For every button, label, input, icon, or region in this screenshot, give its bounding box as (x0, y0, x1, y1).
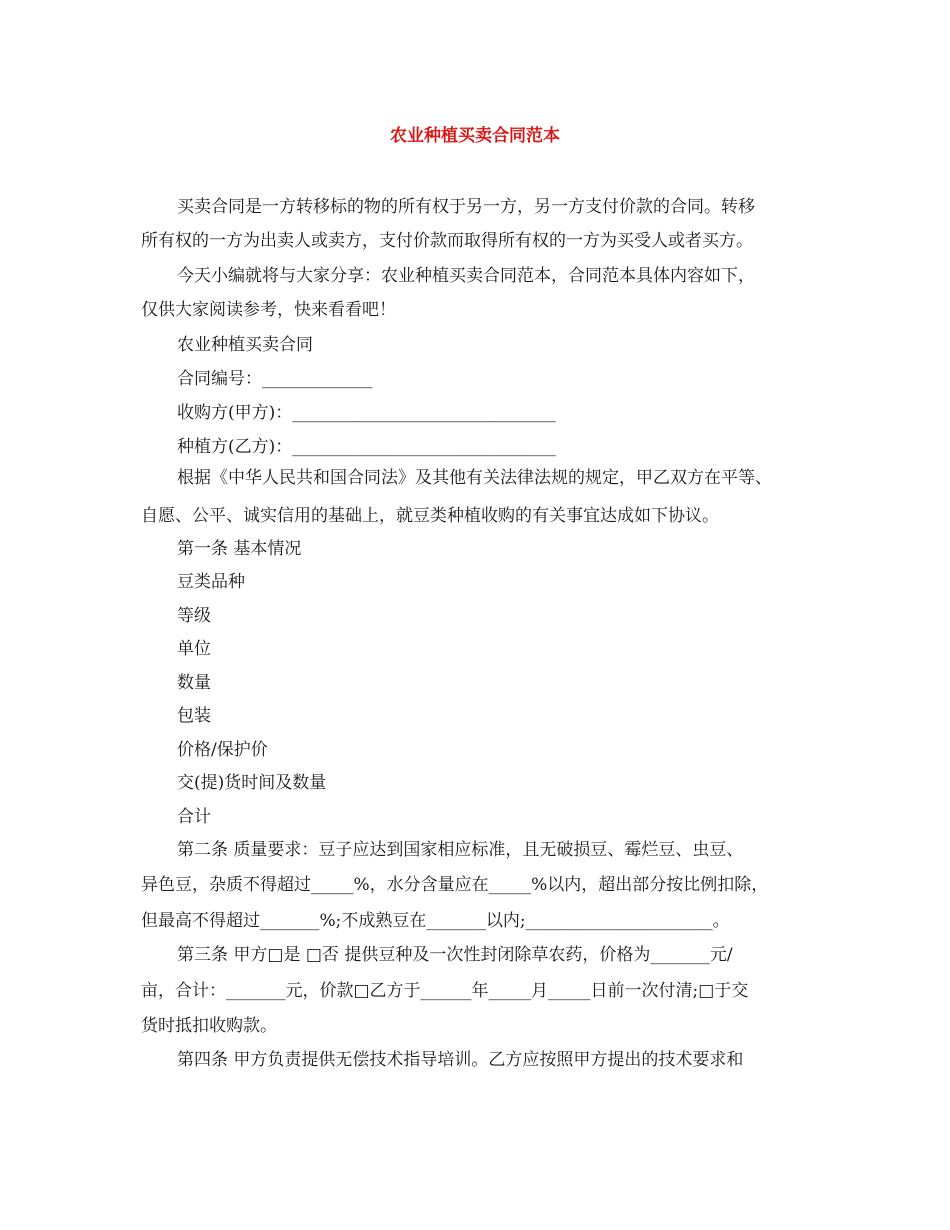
paragraph-line: 第四条 甲方负责提供无偿技术指导培训。乙方应按照甲方提出的技术要求和 (177, 1050, 744, 1070)
paragraph-line: 买卖合同是一方转移标的物的所有权于另一方，另一方支付价款的合同。转移 (177, 197, 755, 217)
document-title: 农业种植买卖合同范本 (390, 126, 560, 146)
buyer-party-field: 收购方(甲方)：_______________________________ (177, 403, 556, 423)
paragraph-line: 第二条 质量要求：豆子应达到国家相应标准，且无破损豆、霉烂豆、虫豆、 (177, 840, 744, 860)
list-item: 包装 (177, 706, 211, 726)
paragraph-line: 仅供大家阅读参考，快来看看吧！ (141, 300, 396, 320)
list-item: 交(提)货时间及数量 (177, 773, 327, 793)
paragraph-line: 异色豆，杂质不得超过_____%，水分含量应在_____%以内，超出部分按比例扣除， (141, 875, 769, 895)
list-item: 豆类品种 (177, 572, 245, 592)
list-item: 数量 (177, 673, 211, 693)
paragraph-line: 所有权的一方为出卖人或卖方，支付价款而取得所有权的一方为买受人或者买方。 (141, 231, 753, 251)
list-item: 等级 (177, 606, 211, 626)
paragraph-line: 根据《中华人民共和国合同法》及其他有关法律法规的规定，甲乙双方在平等、 (177, 468, 772, 488)
paragraph-line: 第三条 甲方□是 □否 提供豆种及一次性封闭除草农药，价格为_______元/ (177, 945, 733, 965)
paragraph-line: 但最高不得超过_______%;不成熟豆在_______以内;______________________。 (141, 911, 730, 931)
list-item: 价格/保护价 (177, 740, 268, 760)
paragraph-line: 亩，合计：_______元，价款□乙方于______年_____月_____日前一次付清;□于交 (141, 981, 749, 1001)
grower-party-field: 种植方(乙方)：_______________________________ (177, 437, 556, 457)
contract-heading: 农业种植买卖合同 (177, 335, 313, 355)
article-1-heading: 第一条 基本情况 (177, 539, 302, 559)
paragraph-line: 自愿、公平、诚实信用的基础上，就豆类种植收购的有关事宜达成如下协议。 (141, 506, 719, 526)
paragraph-line: 货时抵扣收购款。 (141, 1016, 277, 1036)
list-item: 单位 (177, 639, 211, 659)
paragraph-line: 今天小编就将与大家分享：农业种植买卖合同范本，合同范本具体内容如下， (177, 266, 755, 286)
list-item: 合计 (177, 807, 211, 827)
contract-number-field: 合同编号：_____________ (177, 369, 373, 389)
